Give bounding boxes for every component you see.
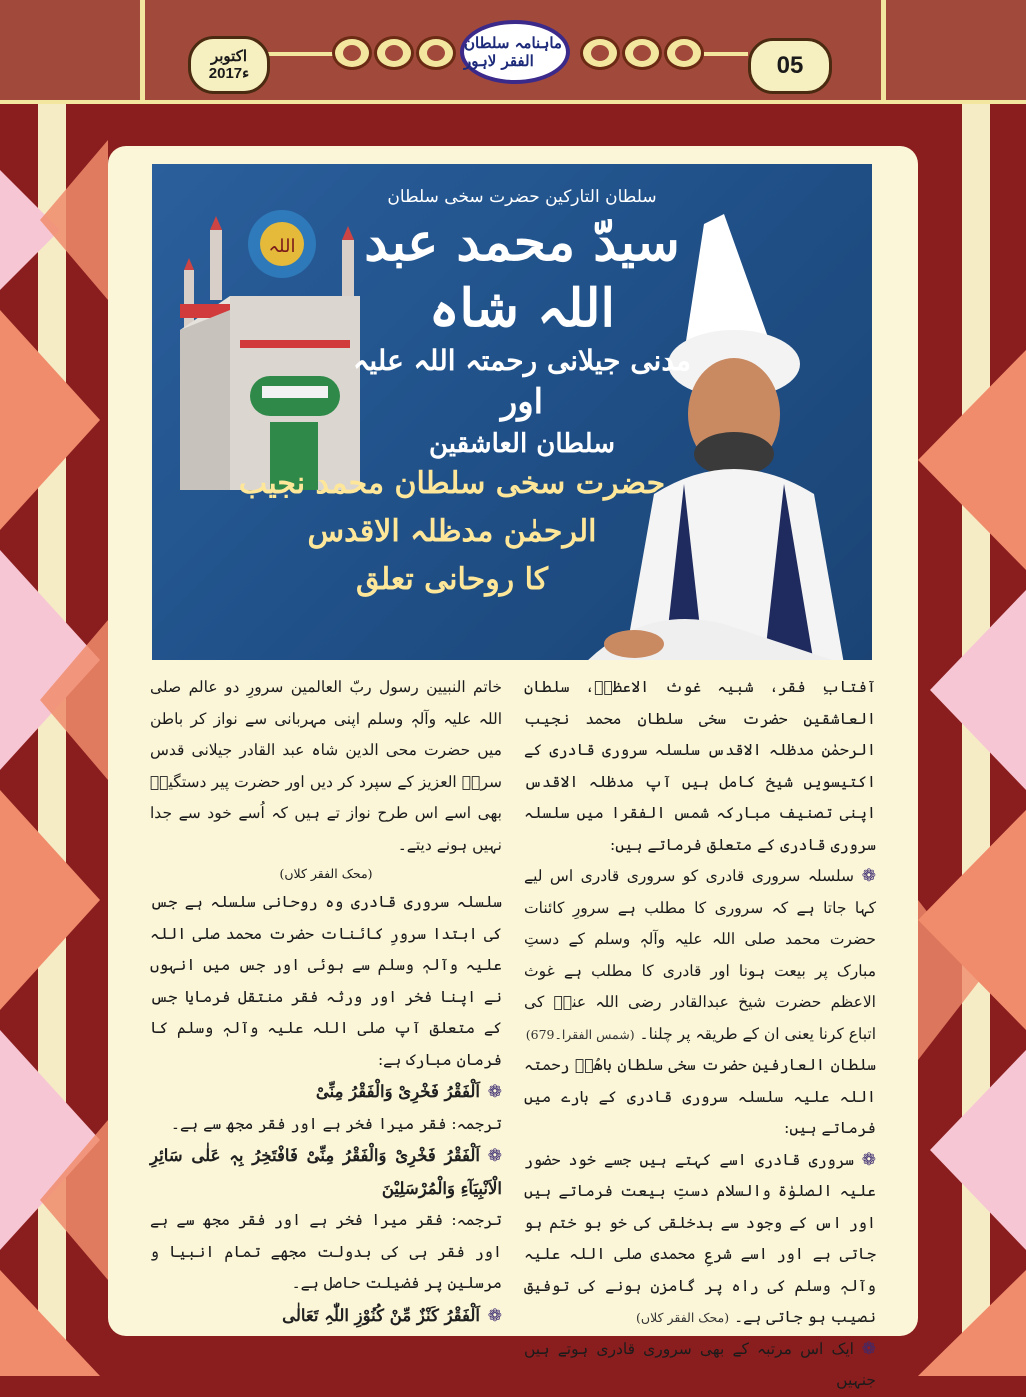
flower-bullet-icon: ❁ [861,866,876,886]
arabic-quote: اَلْفَقْرُ فَخْرِیْ وَالْفَقْرُ مِنِّیْ [315,1082,480,1101]
citation: (شمس الفقرا۔679) [525,1026,635,1042]
citation: (محک الفقر کلاں) [279,866,373,881]
ornament-oval [580,36,620,70]
paragraph [524,1145,876,1334]
magazine-logo [460,20,570,84]
header-rule [704,52,748,56]
flower-bullet-icon: ❁ [861,1149,876,1170]
ornament-oval [664,36,704,70]
paragraph [524,1334,876,1397]
ornament-oval [374,36,414,70]
banner-line-1: سلطان التارکین حضرت سخی سلطان [387,187,657,207]
paragraph: آفتابِ فقر، شبیہ غوث الاعظمؓ، سلطان العاشقین حضرت سخی سلطان محمد نجیب الرحمٰن مدظلہ الاقدس سلسلہ سروری قادری کے اکتیسویں شیخ کامل ہیں آپ مدظلہ الاقدس اپنی تصنیف مبارکہ شمس الفقرا میں سلسلہ سروری قادری کے متعلق فرماتے ہیں: [524,678,876,854]
banner-line-6: حضرت سخی سلطان محمد نجیب الرحمٰن مدظلہ الاقدس [238,466,666,549]
page-header [0,0,1026,104]
paragraph-text: ایک اس مرتبہ کے بھی سروری قادری ہوتے ہیں جنہیں [524,1339,876,1389]
article-banner [152,164,872,660]
translation: ترجمہ: فقر میرا فخر ہے اور فقر مجھ سے ہے۔ [170,1114,502,1133]
banner-line-7: کا روحانی تعلق [355,562,549,597]
text-column-right [524,672,876,1389]
ornament-oval [332,36,372,70]
flower-bullet-icon: ❁ [487,1305,502,1326]
banner-line-2: سیدّ محمد عبد اللہ شاہ [364,212,680,339]
arabic-quote: اَلْفَقْرُ فَخْرِیْ وَالْفَقْرُ مِنِّیْ فَافْتَخِرُ بِہٖ عَلٰی سَائِرِ الْاَنْبِیَآءِ وَالْمُرْسَلِیْنَ [150,1146,502,1198]
citation: (محک الفقر کلاں) [636,1310,730,1325]
banner-title-block [352,184,692,464]
quote-line [150,1076,502,1109]
magazine-logo-text: ماہنامہ سلطان الفقر لاہور [464,34,562,70]
issue-year: 2017ء [208,65,250,82]
banner-line-4: اور [500,382,544,422]
banner-line-5: سلطان العاشقین [429,429,615,459]
text-column-left [150,672,502,1326]
banner-subtitle-block [212,460,692,604]
ornament-oval [622,36,662,70]
shrine-icon [170,200,370,490]
paragraph-text: سلسلہ سروری قادری کو سروری قادری اس لیے کہا جاتا ہے کہ سروری کا مطلب ہے سرورِ کائنات حضرت محمد صلی اللہ علیہ وآلہٖ وسلم کے دستِ مبارک پر بیعت ہونا اور قادری کا مطلب ہے غوث الاعظم حضرت شیخ عبدالقادر رضی اللہ عنہٗ کی اتباع کرنا یعنی ان کے طریقہ پر چلنا۔ [524,867,876,1043]
quote-line [150,1140,502,1205]
arabic-quote: اَلْفَقْرُ کَنْزٌ مِّنْ کُنُوْزِ اللّٰہِ تَعَالٰی [282,1305,480,1325]
page-number: 05 [776,52,804,79]
quote-line [150,1300,502,1333]
header-rule [264,52,334,56]
paragraph: خاتم النبیین رسول ربّ العالمین سرورِ دو عالم صلی اللہ علیہ وآلہٖ وسلم اپنی مہربانی سے نواز کر باطن میں حضرت محی الدین شاہ عبد القادر جیلانی قدس سرہٗ العزیز کے سپرد کر دیں اور حضرت پیر دستگیرؓ بھی اسے اس طرح نواز تے ہیں کہ اُسے خود سے جدا نہیں ہونے دیتے۔ [150,678,502,854]
banner-line-3: مدنی جیلانی رحمتہ اللہ علیہ [352,344,692,377]
issue-date-badge [188,36,270,94]
paragraph-text: سروری قادری اسے کہتے ہیں جسے خود حضور علیہ الصلوٰۃ والسلام دستِ بیعت فرماتے ہیں اور اس کے وجود سے بدخلقی کی خو بو ختم ہو جاتی ہے اور اسے شرعِ محمدی صلی اللہ علیہ وآلہٖ وسلم کی راہ پر گامزن ہونے کی توفیق نصیب ہو جاتی ہے۔ [524,1150,876,1326]
paragraph [524,861,876,1050]
translation: ترجمہ: فقر میرا فخر ہے اور فقر مجھ سے ہے اور فقر ہی کی بدولت مجھے تمام انبیا و مرسلین پر فضیلت حاصل ہے۔ [150,1211,502,1292]
ornament-oval [416,36,456,70]
issue-month: اکتوبر [210,47,248,65]
flower-bullet-icon: ❁ [861,1338,876,1359]
shrine-allah-label: اللہ [268,236,296,257]
page-number-badge [748,38,832,94]
paragraph: سلسلہ سروری قادری وہ روحانی سلسلہ ہے جس کی ابتدا سرورِ کائنات حضرت محمد صلی اللہ علیہ وآلہٖ وسلم سے ہوئی اور جس میں انہوں نے اپنا فخر اور ورثہ فقر منتقل فرمایا جس کے متعلق آپ صلی اللہ علیہ وآلہٖ وسلم کا فرمان مبارک ہے: [150,893,502,1069]
flower-bullet-icon: ❁ [487,1082,502,1102]
flower-bullet-icon: ❁ [487,1146,502,1166]
paragraph: سلطان العارفین حضرت سخی سلطان باھُوؒ رحمتہ اللہ علیہ سلسلہ سروری قادری کے بارے میں فرماتے ہیں: [524,1056,876,1137]
